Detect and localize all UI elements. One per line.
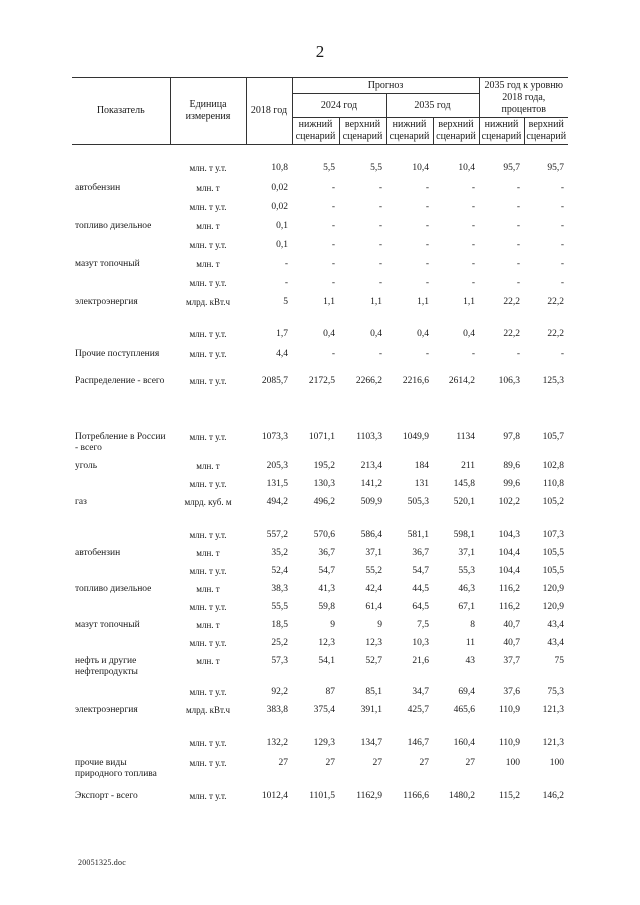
row-value: 1162,9 bbox=[356, 790, 382, 801]
header-2035-low: нижний сценарий bbox=[386, 118, 433, 145]
row-value: 116,2 bbox=[498, 601, 520, 612]
row-value: 102,8 bbox=[542, 460, 565, 471]
row-value: - bbox=[560, 258, 565, 269]
row-value: 92,2 bbox=[271, 686, 288, 697]
row-value: 67,1 bbox=[458, 601, 475, 612]
row-value: 42,4 bbox=[365, 583, 382, 594]
row-value: - bbox=[471, 239, 475, 250]
row-unit: млн. т у.т. bbox=[189, 277, 227, 288]
row-value: 27 bbox=[372, 757, 382, 768]
row-value: - bbox=[425, 182, 429, 193]
row-value: 0,4 bbox=[463, 328, 475, 339]
row-label bbox=[72, 562, 170, 580]
row-value: 1,1 bbox=[417, 296, 429, 307]
row-value: 7,5 bbox=[417, 619, 429, 630]
table-body bbox=[72, 145, 568, 807]
header-unit: Единица измерения bbox=[170, 78, 246, 145]
row-value: 557,2 bbox=[266, 529, 288, 540]
row-value: 55,2 bbox=[365, 565, 382, 576]
table-row bbox=[72, 179, 568, 198]
row-value: 100 bbox=[505, 757, 520, 768]
row-value: 2085,7 bbox=[261, 375, 288, 386]
row-value: 52,4 bbox=[271, 565, 288, 576]
row-label: нефть и другие нефтепродукты bbox=[75, 655, 138, 677]
row-value: 87 bbox=[325, 686, 335, 697]
row-label: электроэнергия bbox=[75, 296, 138, 307]
table-row bbox=[72, 580, 568, 598]
row-unit: млн. т у.т. bbox=[189, 328, 227, 339]
row-value: 494,2 bbox=[266, 496, 288, 507]
row-unit: млн. т bbox=[196, 583, 220, 594]
row-label bbox=[72, 159, 170, 179]
row-value: 105,2 bbox=[542, 496, 565, 507]
row-value: 5 bbox=[283, 296, 288, 307]
row-value: 2614,2 bbox=[448, 375, 475, 386]
row-value: - bbox=[425, 220, 429, 231]
row-value: 69,4 bbox=[458, 686, 475, 697]
row-value: - bbox=[560, 220, 565, 231]
row-value: 104,4 bbox=[498, 547, 520, 558]
row-unit: млн. т у.т. bbox=[189, 757, 227, 768]
row-value: 120,9 bbox=[542, 601, 565, 612]
row-value: - bbox=[560, 239, 565, 250]
row-label: Потребление в России - всего bbox=[75, 431, 166, 453]
row-value: 0,1 bbox=[276, 239, 288, 250]
row-unit: млн. т у.т. bbox=[189, 162, 227, 173]
row-value: 5,5 bbox=[323, 162, 335, 173]
table-row bbox=[72, 274, 568, 293]
table-row bbox=[72, 217, 568, 236]
row-label bbox=[72, 274, 170, 293]
row-value: 145,8 bbox=[453, 478, 475, 489]
row-unit: млн. т у.т. bbox=[189, 431, 227, 442]
row-value: 10,4 bbox=[458, 162, 475, 173]
row-value: 120,9 bbox=[542, 583, 565, 594]
row-unit: млрд. кВт.ч bbox=[185, 704, 231, 715]
row-value: 99,6 bbox=[503, 478, 520, 489]
row-value: 95,7 bbox=[547, 162, 565, 173]
row-value: 4,4 bbox=[276, 348, 288, 359]
row-value: 36,7 bbox=[412, 547, 429, 558]
row-unit: млн. т у.т. bbox=[189, 565, 227, 576]
table-row bbox=[72, 616, 568, 634]
row-value: 146,2 bbox=[542, 790, 565, 801]
header-2024-high: верхний сценарий bbox=[339, 118, 386, 145]
row-value: 75,3 bbox=[547, 686, 565, 697]
row-value: 100 bbox=[549, 757, 565, 768]
header-forecast: Прогноз bbox=[292, 78, 479, 94]
row-value: 570,6 bbox=[313, 529, 335, 540]
row-value: 132,2 bbox=[266, 737, 288, 748]
table-row bbox=[72, 683, 568, 701]
row-value: - bbox=[425, 277, 429, 288]
row-value: 509,9 bbox=[360, 496, 382, 507]
row-value: 105,5 bbox=[542, 565, 565, 576]
row-value: 36,7 bbox=[318, 547, 335, 558]
row-value: 160,4 bbox=[453, 737, 475, 748]
row-value: 22,2 bbox=[547, 328, 565, 339]
row-value: - bbox=[378, 239, 382, 250]
row-value: 505,3 bbox=[407, 496, 429, 507]
row-value: - bbox=[331, 277, 335, 288]
row-value: 1,1 bbox=[463, 296, 475, 307]
row-value: 2172,5 bbox=[308, 375, 335, 386]
row-label: газ bbox=[75, 496, 87, 507]
row-value: 59,8 bbox=[318, 601, 335, 612]
row-value: 1103,3 bbox=[356, 431, 382, 442]
row-value: 520,1 bbox=[453, 496, 475, 507]
row-unit: млн. т у.т. bbox=[189, 601, 227, 612]
table-row bbox=[72, 236, 568, 255]
row-value: - bbox=[378, 182, 382, 193]
row-value: - bbox=[284, 277, 288, 288]
header-indicator: Показатель bbox=[72, 78, 170, 145]
row-value: - bbox=[516, 239, 520, 250]
row-label bbox=[72, 634, 170, 652]
row-value: 9 bbox=[377, 619, 382, 630]
row-value: - bbox=[378, 201, 382, 212]
row-value: 141,2 bbox=[360, 478, 382, 489]
row-label bbox=[72, 734, 170, 754]
row-unit: млн. т у.т. bbox=[189, 686, 227, 697]
row-unit: млн. т у.т. bbox=[189, 529, 227, 540]
row-value: - bbox=[560, 277, 565, 288]
page-number: 2 bbox=[315, 42, 325, 61]
row-value: 10,4 bbox=[412, 162, 429, 173]
row-value: 106,3 bbox=[498, 375, 520, 386]
row-value: 64,5 bbox=[412, 601, 429, 612]
table-row bbox=[72, 345, 568, 372]
table-row bbox=[72, 634, 568, 652]
row-value: 1049,9 bbox=[402, 431, 429, 442]
energy-balance-table bbox=[72, 77, 568, 807]
row-value: 125,3 bbox=[542, 375, 565, 386]
row-value: 38,3 bbox=[271, 583, 288, 594]
row-label bbox=[72, 236, 170, 255]
row-value: 22,2 bbox=[547, 296, 565, 307]
table-row bbox=[72, 526, 568, 544]
row-value: 1166,6 bbox=[403, 790, 429, 801]
row-value: 1071,1 bbox=[308, 431, 335, 442]
row-label: прочие виды природного топлива bbox=[75, 757, 157, 779]
row-unit: млн. т у.т. bbox=[189, 348, 227, 359]
table-row bbox=[72, 754, 568, 787]
row-label: автобензин bbox=[75, 182, 121, 193]
table-row bbox=[72, 652, 568, 683]
row-value: - bbox=[425, 239, 429, 250]
table-row bbox=[72, 475, 568, 493]
row-value: 130,3 bbox=[313, 478, 335, 489]
row-label bbox=[72, 598, 170, 616]
row-value: 425,7 bbox=[407, 704, 429, 715]
row-value: 110,9 bbox=[498, 737, 520, 748]
row-value: 102,2 bbox=[498, 496, 520, 507]
row-value: - bbox=[516, 201, 520, 212]
row-value: 43,4 bbox=[547, 619, 565, 630]
row-value: 110,8 bbox=[542, 478, 565, 489]
header-2035-high: верхний сценарий bbox=[433, 118, 479, 145]
row-unit: млрд. кВт.ч bbox=[185, 296, 231, 307]
spacer-row bbox=[72, 145, 568, 159]
row-label: топливо дизельное bbox=[75, 220, 152, 231]
row-value: 107,3 bbox=[542, 529, 565, 540]
header-2024-low: нижний сценарий bbox=[292, 118, 339, 145]
header-percent: 2035 год к уровню 2018 года, процентов bbox=[479, 78, 568, 118]
header-year-2035: 2035 год bbox=[386, 94, 479, 118]
row-value: 27 bbox=[465, 757, 475, 768]
row-value: 195,2 bbox=[313, 460, 335, 471]
row-value: - bbox=[331, 258, 335, 269]
row-value: 18,5 bbox=[271, 619, 288, 630]
row-value: - bbox=[331, 182, 335, 193]
row-value: 465,6 bbox=[453, 704, 475, 715]
table-row bbox=[72, 598, 568, 616]
row-label: уголь bbox=[75, 460, 98, 471]
row-unit: млн. т bbox=[196, 182, 220, 193]
row-value: - bbox=[560, 182, 565, 193]
row-value: 57,3 bbox=[271, 655, 288, 666]
row-value: - bbox=[471, 220, 475, 231]
row-value: - bbox=[378, 348, 382, 359]
row-label bbox=[72, 526, 170, 544]
row-value: 54,7 bbox=[412, 565, 429, 576]
row-value: 0,02 bbox=[271, 201, 288, 212]
row-value: 131,5 bbox=[266, 478, 288, 489]
row-unit: млн. т bbox=[196, 460, 220, 471]
row-value: 22,2 bbox=[503, 328, 520, 339]
row-value: 205,3 bbox=[266, 460, 288, 471]
row-value: 37,7 bbox=[503, 655, 520, 666]
row-value: - bbox=[471, 348, 475, 359]
row-value: - bbox=[331, 201, 335, 212]
row-value: - bbox=[516, 348, 520, 359]
table-row bbox=[72, 159, 568, 179]
row-value: 134,7 bbox=[360, 737, 382, 748]
row-label: Распределение - всего bbox=[75, 375, 165, 386]
row-unit: млрд. куб. м bbox=[184, 496, 232, 507]
row-unit: млн. т у.т. bbox=[189, 201, 227, 212]
row-value: 129,3 bbox=[313, 737, 335, 748]
row-value: 115,2 bbox=[498, 790, 520, 801]
row-value: 43 bbox=[465, 655, 475, 666]
row-value: 55,5 bbox=[271, 601, 288, 612]
row-value: 54,7 bbox=[318, 565, 335, 576]
header-year-2018: 2018 год bbox=[246, 78, 292, 145]
row-value: 10,8 bbox=[271, 162, 288, 173]
row-value: 12,3 bbox=[365, 637, 382, 648]
row-label bbox=[72, 475, 170, 493]
row-value: - bbox=[516, 258, 520, 269]
table-row bbox=[72, 493, 568, 526]
row-value: - bbox=[378, 277, 382, 288]
table-row bbox=[72, 198, 568, 217]
table-row bbox=[72, 457, 568, 475]
row-value: 37,6 bbox=[503, 686, 520, 697]
row-value: 2266,2 bbox=[355, 375, 382, 386]
row-value: 0,02 bbox=[271, 182, 288, 193]
row-value: 1480,2 bbox=[448, 790, 475, 801]
row-value: - bbox=[560, 348, 565, 359]
row-label: электроэнергия bbox=[75, 704, 138, 715]
row-value: - bbox=[378, 258, 382, 269]
table-row bbox=[72, 372, 568, 428]
row-value: 97,8 bbox=[503, 431, 520, 442]
row-value: 21,6 bbox=[412, 655, 429, 666]
row-value: 9 bbox=[330, 619, 335, 630]
header-year-2024: 2024 год bbox=[292, 94, 386, 118]
row-label: топливо дизельное bbox=[75, 583, 152, 594]
row-value: - bbox=[284, 258, 288, 269]
row-label bbox=[72, 198, 170, 217]
row-value: 105,7 bbox=[542, 431, 565, 442]
row-value: 25,2 bbox=[271, 637, 288, 648]
row-value: - bbox=[471, 201, 475, 212]
row-value: 22,2 bbox=[503, 296, 520, 307]
row-value: - bbox=[425, 258, 429, 269]
row-value: 598,1 bbox=[453, 529, 475, 540]
row-value: 54,1 bbox=[318, 655, 335, 666]
row-value: 105,5 bbox=[542, 547, 565, 558]
row-value: 8 bbox=[470, 619, 475, 630]
row-value: 11 bbox=[465, 637, 475, 648]
table-row bbox=[72, 255, 568, 274]
row-value: - bbox=[471, 182, 475, 193]
row-value: 496,2 bbox=[313, 496, 335, 507]
row-value: 116,2 bbox=[498, 583, 520, 594]
row-value: 391,1 bbox=[360, 704, 382, 715]
row-value: 37,1 bbox=[365, 547, 382, 558]
document-filename: 20051325.doc bbox=[78, 858, 126, 867]
row-value: 27 bbox=[419, 757, 429, 768]
row-value: 1012,4 bbox=[261, 790, 288, 801]
row-label: Экспорт - всего bbox=[75, 790, 138, 801]
row-value: 131 bbox=[414, 478, 429, 489]
row-value: 55,3 bbox=[458, 565, 475, 576]
row-value: - bbox=[516, 220, 520, 231]
table-row bbox=[72, 787, 568, 807]
row-value: 184 bbox=[414, 460, 429, 471]
row-value: 581,1 bbox=[407, 529, 429, 540]
row-value: 89,6 bbox=[503, 460, 520, 471]
row-label: Прочие поступления bbox=[75, 348, 160, 359]
header-pct-high: верхний сценарий bbox=[524, 118, 568, 145]
row-value: 2216,6 bbox=[402, 375, 429, 386]
row-unit: млн. т у.т. bbox=[189, 375, 227, 386]
row-value: 12,3 bbox=[318, 637, 335, 648]
row-value: 211 bbox=[461, 460, 475, 471]
row-value: - bbox=[471, 277, 475, 288]
row-value: 1,1 bbox=[323, 296, 335, 307]
row-value: 85,1 bbox=[365, 686, 382, 697]
row-value: 1134 bbox=[456, 431, 475, 442]
row-unit: млн. т у.т. bbox=[189, 790, 227, 801]
row-value: 383,8 bbox=[266, 704, 288, 715]
row-value: 44,5 bbox=[412, 583, 429, 594]
row-label: мазут топочный bbox=[75, 258, 140, 269]
row-value: 146,7 bbox=[407, 737, 429, 748]
table-row bbox=[72, 562, 568, 580]
row-value: 34,7 bbox=[412, 686, 429, 697]
row-value: 213,4 bbox=[360, 460, 382, 471]
row-value: - bbox=[560, 201, 565, 212]
row-value: 40,7 bbox=[503, 637, 520, 648]
row-value: 121,3 bbox=[542, 737, 565, 748]
row-value: - bbox=[331, 220, 335, 231]
row-value: 52,7 bbox=[365, 655, 382, 666]
row-value: 46,3 bbox=[458, 583, 475, 594]
row-value: 43,4 bbox=[547, 637, 565, 648]
row-value: - bbox=[378, 220, 382, 231]
row-value: 586,4 bbox=[360, 529, 382, 540]
row-value: 1,7 bbox=[276, 328, 288, 339]
row-value: 1,1 bbox=[370, 296, 382, 307]
row-value: 5,5 bbox=[370, 162, 382, 173]
row-value: 104,4 bbox=[498, 565, 520, 576]
row-value: 0,1 bbox=[276, 220, 288, 231]
row-value: - bbox=[425, 348, 429, 359]
row-value: 0,4 bbox=[417, 328, 429, 339]
row-unit: млн. т у.т. bbox=[189, 737, 227, 748]
row-unit: млн. т bbox=[196, 619, 220, 630]
row-value: 121,3 bbox=[542, 704, 565, 715]
row-value: 27 bbox=[325, 757, 335, 768]
row-unit: млн. т bbox=[196, 655, 220, 666]
row-value: 27 bbox=[278, 757, 288, 768]
table-row bbox=[72, 734, 568, 754]
row-label bbox=[72, 683, 170, 701]
row-value: - bbox=[331, 239, 335, 250]
row-value: 75 bbox=[554, 655, 565, 666]
row-label bbox=[72, 325, 170, 345]
row-unit: млн. т bbox=[196, 220, 220, 231]
row-value: - bbox=[516, 277, 520, 288]
row-value: 35,2 bbox=[271, 547, 288, 558]
row-value: 40,7 bbox=[503, 619, 520, 630]
row-value: - bbox=[471, 258, 475, 269]
row-value: - bbox=[516, 182, 520, 193]
row-value: 1101,5 bbox=[309, 790, 335, 801]
row-value: 37,1 bbox=[458, 547, 475, 558]
row-label: автобензин bbox=[75, 547, 121, 558]
table-row bbox=[72, 293, 568, 325]
row-unit: млн. т bbox=[196, 547, 220, 558]
row-unit: млн. т у.т. bbox=[189, 239, 227, 250]
row-value: - bbox=[425, 201, 429, 212]
row-value: 375,4 bbox=[313, 704, 335, 715]
table-row bbox=[72, 428, 568, 457]
row-value: 10,3 bbox=[412, 637, 429, 648]
row-unit: млн. т у.т. bbox=[189, 637, 227, 648]
row-value: 1073,3 bbox=[261, 431, 288, 442]
table-row bbox=[72, 325, 568, 345]
row-value: - bbox=[331, 348, 335, 359]
row-value: 41,3 bbox=[318, 583, 335, 594]
row-value: 95,7 bbox=[503, 162, 520, 173]
row-label: мазут топочный bbox=[75, 619, 140, 630]
row-value: 110,9 bbox=[498, 704, 520, 715]
row-value: 61,4 bbox=[365, 601, 382, 612]
row-unit: млн. т у.т. bbox=[189, 478, 227, 489]
row-value: 0,4 bbox=[370, 328, 382, 339]
row-value: 0,4 bbox=[323, 328, 335, 339]
table-row bbox=[72, 701, 568, 734]
row-unit: млн. т bbox=[196, 258, 220, 269]
row-value: 104,3 bbox=[498, 529, 520, 540]
table-row bbox=[72, 544, 568, 562]
header-pct-low: нижний сценарий bbox=[479, 118, 524, 145]
